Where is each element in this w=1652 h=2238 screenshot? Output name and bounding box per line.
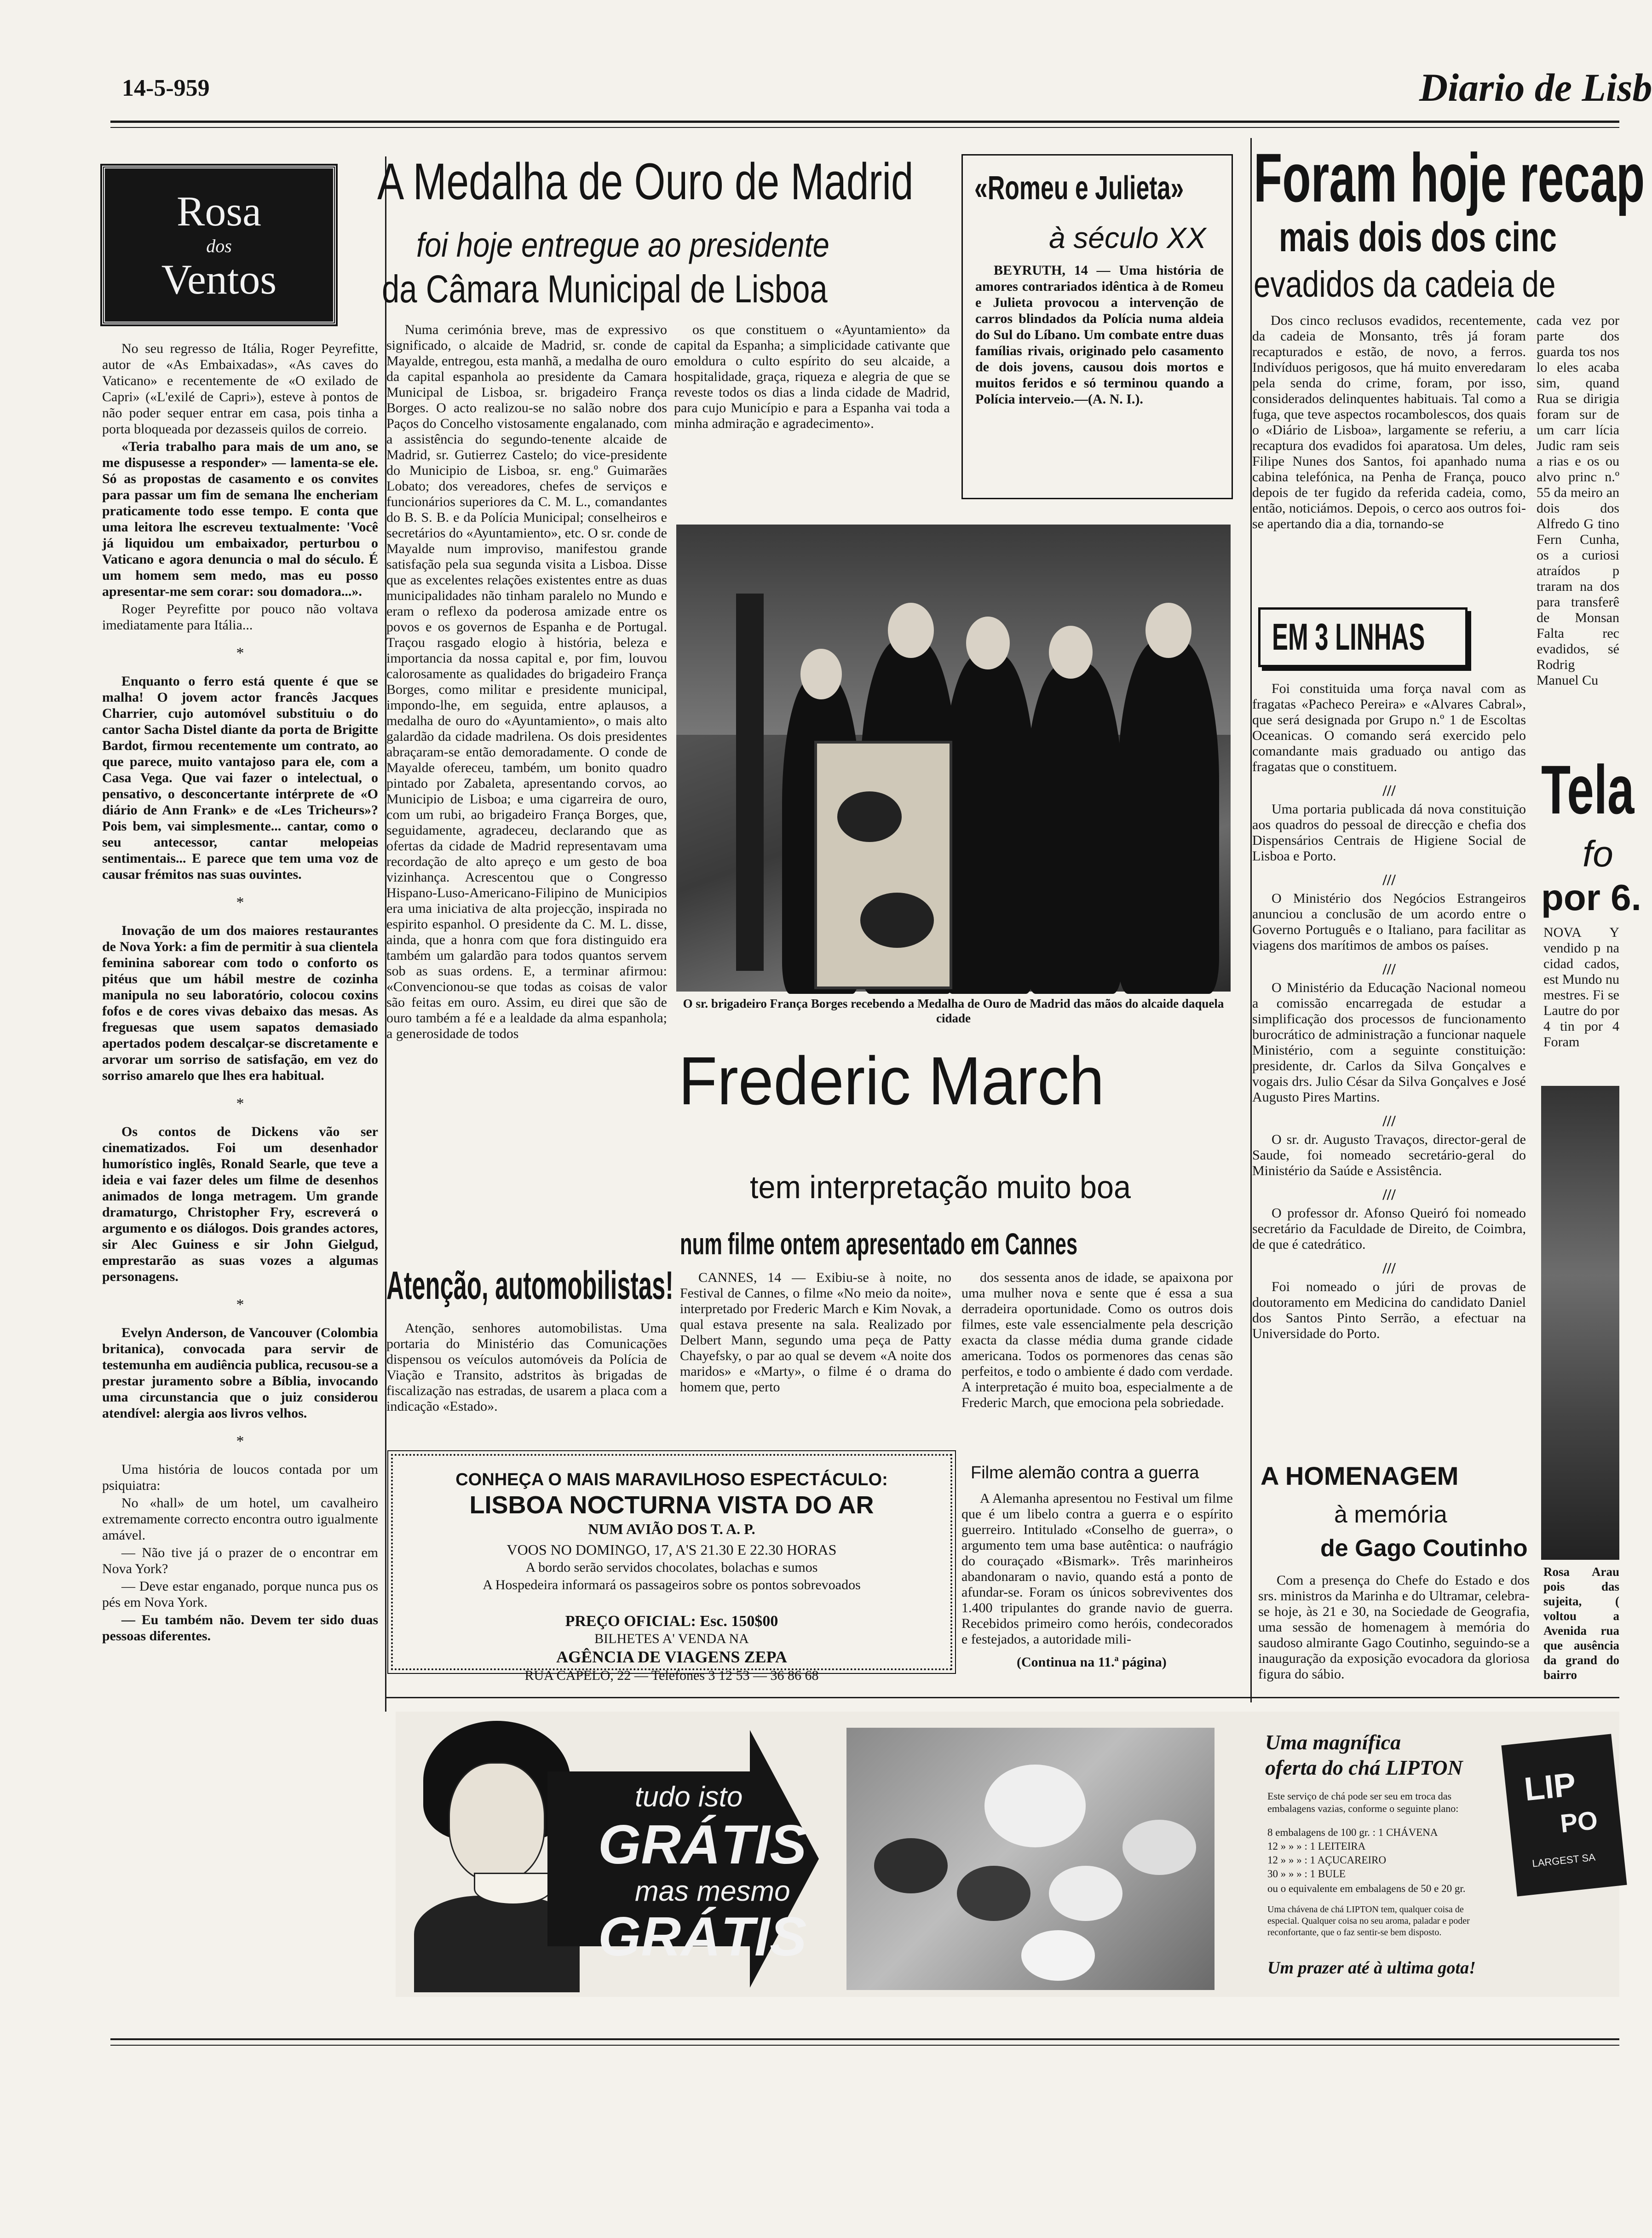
photo-head <box>888 603 934 658</box>
rosa-item: No seu regresso de Itália, Roger Peyrefitte, autor de «As Embaixadas», «As caves do Vaticano» e recentemente de «O exilado de Capri» («L'exilé de Capri»), esteve à pontos de não poder sequer entrar em casa, pois tinha a porta bloqueada por dezasseis quilos de correio. <box>102 341 378 437</box>
ad-top-rule <box>386 1697 1619 1698</box>
rosa-dos-ventos-box <box>102 166 336 324</box>
rosa-separator: * <box>236 1095 244 1112</box>
rosa-item: Evelyn Anderson, de Vancouver (Colombia britanica), convocada para servir de testemunha em audiência publica, recusou-se a prestar juramento sobre a Bíblia, invocando uma circunstancia que o juiz considerou atendível: alergia aos livros velhos. <box>102 1325 378 1421</box>
lipton-offer-row: 12 » » » : 1 AÇUCAREIRO <box>1267 1854 1387 1866</box>
ad-voo-line3: NUM AVIÃO DOS T. A. P. <box>588 1521 755 1537</box>
ad-voo-line4: VOOS NO DOMINGO, 17, A'S 21.30 E 22.30 HORAS <box>507 1541 837 1558</box>
romeu-deck: à século XX <box>1049 221 1206 254</box>
ad-voo-line2: LISBOA NOCTURNA VISTA DO AR <box>469 1491 874 1519</box>
rosa-item: Uma história de loucos contada por um psiquiatra: <box>102 1462 378 1493</box>
lipton-slogan: Um prazer até à ultima gota! <box>1267 1958 1476 1978</box>
cup-icon <box>874 1838 948 1893</box>
rosa-item: Inovação de um dos maiores restaurantes de Nova York: a fim de permitir à sua clientela feminina saborear com todo o conforto os pitéus que um hábil mestre de cozinha manipula no seu laboratório, colocou coxins fofos e de cores vivas debaixo das mesas. As freguesas que usem sapatos demasiado apertados podem descalçar-se discretamente e arvorar um sorriso de satisfação, em vez do sorriso amarelo que lhes era habitual. <box>102 923 378 1083</box>
lipton-note: Uma chávena de chá LIPTON tem, qualquer coisa de especial. Qualquer coisa no seu aroma, paladar e poder reconfortante, que o faz sentir-se bem disposto. <box>1267 1904 1470 1938</box>
rosa-item: Os contos de Dickens vão ser cinematizados. Foi um desenhador humorístico inglês, Ronald Searle, que teve a ideia e vai fazer deles um filme de desenhos animados de longa metragem. Um grande dramaturgo, Christopher Fry, escreverá o argumento e os diálogos. Dois grandes actores, sir Alec Guiness e sir John Gielgud, emprestarão as suas vozes a algumas personagens. <box>102 1124 378 1284</box>
masthead-rule-top <box>110 121 1619 123</box>
brief-separator: /// <box>1382 1113 1396 1130</box>
homenagem-deck-2: de Gago Coutinho <box>1320 1535 1528 1562</box>
rosa-item: No «hall» de um hotel, um cavalheiro extremamente correcto encontra outro igualmente amável. <box>102 1495 378 1543</box>
brief-item: Uma portaria publicada dá nova constituição aos quadros do pessoal de direcção e chefia dos Dispensários Centrais de Higiene Social de Lisboa e Porto. <box>1252 802 1526 864</box>
brief-separator: /// <box>1382 961 1396 978</box>
march-col-1: CANNES, 14 — Exibiu-se à noite, no Festival de Cannes, o filme «No meio da noite», interpretado por Frederic March e Kim Novak, a qual estava presente na sala. Realizado por Delbert Mann, segundo uma peça de Patty Chayefsky, o par ao qual se devem «A noite dos maridos» e «Marty», o filme é o drama do homem que, perto <box>680 1270 951 1395</box>
madrid-deck-2: da Câmara Municipal de Lisboa <box>382 267 828 311</box>
romeu-headline: «Romeu e Julieta» <box>974 170 1184 207</box>
rosa-column <box>102 340 378 1758</box>
photo-figure <box>1026 663 1122 994</box>
rosa-title-3: Ventos <box>161 256 277 303</box>
tela-headline: Tela <box>1541 751 1635 828</box>
rosa-item: — Deve estar enganado, porque nunca pus os pés em Nova York. <box>102 1579 378 1610</box>
photo-head <box>1049 626 1093 679</box>
photo-head <box>800 649 842 699</box>
tela-body: NOVA Y vendido p na cidad cados, est Mundo nu mestres. Fi se Lautre do por 4 tin por 4 Foram <box>1543 925 1619 1050</box>
tela-deck-2: por 6. <box>1541 877 1641 918</box>
rosa-separator: * <box>236 1296 244 1313</box>
cup-icon <box>957 1866 1030 1921</box>
ad-voo-agency: AGÊNCIA DE VIAGENS ZEPA <box>556 1648 787 1666</box>
brief-item: Foi constituida uma força naval com as fragatas «Pacheco Pereira» e «Alvares Cabral», que será designada por Grupo n.º 1 de Escoltas Oceanicas. O comando será exercido pelo comandante mais graduado ou antigo das fragatas que o constituem. <box>1252 681 1526 774</box>
madrid-col-2: os que constituem o «Ayuntamiento» da capital da Espanha; a simplicidade cativante que emoldura o culto espírito do seu alcaide, a hospitalidade, graça, riqueza e alegria de que se reveste todos os dias a linda cidade de Madrid, para cujo Município e para a Espanha vai toda a minha admiração e agradecimento». <box>674 322 950 431</box>
march-col-2: dos sessenta anos de idade, se apaixona por uma mulher nova e sente que é essa a sua derradeira oportunidade. Como os outros dois filmes, este vale essencialmente pela descrição exacta da classe média duma grande cidade americana. Todos os pormenores das cenas são perfeitos, e todo o ambiente é dado com verdade. A interpretação é muito boa, especialmente a de Frederic March, que emociona pela sobriedade. <box>961 1270 1233 1410</box>
madrid-headline: A Medalha de Ouro de Madrid <box>377 153 914 210</box>
madrid-col-1: Numa cerimónia breve, mas de expressivo significado, o alcaide de Madrid, sr. conde de Mayalde, entregou, esta manhã, a medalha de ouro da capital espanhola ao presidente da Camara Municipal de Lisboa, sr. brigadeiro França Borges. O acto realizou-se no salão nobre dos Paços do Concelho vistosamente engalanado, com a assistência do segundo-tenente alcaide de Madrid, sr. Gutierrez Castelo; do vice-presidente do Municipio de Lisboa, sr. eng.º Guimarães Lobato; dos vereadores, chefes de serviços e funcionários superiores da C. M. L., comandantes do B. S. B. e da Polícia Municipal; conselheiros e secretários do «Ayuntamiento», etc. O sr. conde de Mayalde num improviso, manifestou grande satisfação pela sua segunda visita a Lisboa. Disse que as excelentes relações existentes entre as duas municipalidades não tinham paralelo no Mundo e eram o reflexo da poderosa amizade entre os povos e os governos de Espanha e de Portugal. Traçou rasgado elogio à história, beleza e importancia da nossa capital e, por fim, louvou calorosamente as qualidades do brigadeiro França Borges, como militar e presidente municipal, impondo-lhe, em seguida, entre aplausos, a medalha de ouro do «Ayuntamiento», o mais alto galardão da cidade madrilena. Os dois presidentes abraçaram-se então demoradamente. O conde de Mayalde ofereceu, também, um bonito quadro pintado por Zabaleta, apresentando corvos, ao Municipio de Lisboa; e uma cigarreira de ouro, com um rubi, ao brigadeiro França Borges, que, seguidamente, agradeceu, declarando que as ofertas da cidade de Madrid representavam uma recordação de alto apreço e um gesto de boa vizinhança. Acrescentou que o Congresso Hispano-Luso-Americano-Filipino de Municipios era uma iniciativa de alta projecção, inspirada no espirito espanhol. O presidente da C. M. L. disse, ainda, que a honra com que fora distinguido era também um galardão para todos quantos servem sob as suas ordens. E, a terminar afirmou: «Convencionou-se que todas as coisas de valor são feitas em ouro. Assim, eu direi que são de ouro também a fé e a lealdade da alma espanhola; a generosidade de todos <box>386 322 667 1041</box>
ad-voo-address: RUA CAPELO, 22 — Telefones 3 12 53 — 36 86 68 <box>524 1668 819 1683</box>
medal-ceremony-photo <box>676 525 1231 992</box>
brief-item: O professor dr. Afonso Queiró foi nomeado secretário da Faculdade de Direito, de Coimbra, de que é catedrático. <box>1252 1206 1526 1252</box>
lipton-intro: Este serviço de chá pode ser seu em troca das embalagens vazias, conforme o seguinte plano: <box>1267 1790 1459 1814</box>
march-deck-2: num filme ontem apresentado em Cannes <box>680 1227 1078 1261</box>
lipton-offer-row: ou o equivalente em embalagens de 50 e 20 gr. <box>1267 1883 1466 1894</box>
lipton-tag-3: mas mesmo <box>635 1875 790 1907</box>
cup-icon <box>1021 1930 1095 1981</box>
woman-face <box>449 1762 545 1882</box>
rosa-item: — Eu também não. Devem ter sido duas pessoas diferentes. <box>102 1612 378 1644</box>
atencao-body: Atenção, senhores automobilistas. Uma portaria do Ministério das Comunicações dispensou os veículos automóveis da Polícia de Viação e Transito, adstritos às brigadas de fiscalização nas estradas, de usarem a placa com a indicação «Estado». <box>386 1321 667 1414</box>
tea-package <box>1501 1734 1627 1896</box>
romeu-body: BEYRUTH, 14 — Uma história de amores contrariados idêntica à de Romeu e Julieta provocou a intervenção de carros blindados da Polícia numa aldeia do Sul do Líbano. Um combate entre duas famílias rivais, originado pelo casamento de dois jovens, causou dois mortos e muitos feridos e só terminou quando a Polícia interveio.—(A. N. I.). <box>975 263 1224 407</box>
tea-set-photo <box>846 1728 1215 1990</box>
brief-item: O sr. dr. Augusto Travaços, director-geral de Saude, foi nomeado secretário-geral do Ministério da Saúde e Assistência. <box>1252 1132 1526 1178</box>
homenagem-title: A HOMENAGEM <box>1261 1461 1459 1490</box>
lipton-offer-row: 8 embalagens de 100 gr. : 1 CHÁVENA <box>1267 1827 1438 1838</box>
photo-microphone <box>736 594 764 971</box>
brief-separator: /// <box>1382 1186 1396 1203</box>
evadidos-headline: Foram hoje recap <box>1254 139 1645 216</box>
ad-voo-line8: BILHETES A' VENDA NA <box>594 1631 749 1646</box>
evadidos-deck-1: mais dois dos cinc <box>1279 214 1557 260</box>
package-brand: LIP <box>1522 1766 1578 1808</box>
homenagem-body: Com a presença do Chefe do Estado e dos srs. ministros da Marinha e do Ultramar, celebra-se hoje, às 21 e 30, na Sociedade de Geografia, uma sessão de homenagem à memória do saudoso almirante Gago Coutinho, seguindo-se a inauguração da exposição evocadora da gloriosa figura do sábio. <box>1258 1573 1530 1682</box>
march-subhead: Filme alemão contra a guerra <box>971 1463 1199 1482</box>
rosa-item: — Não tive já o prazer de o encontrar em Nova York? <box>102 1545 378 1576</box>
lipton-ad <box>396 1712 1619 1997</box>
tela-photo <box>1541 1086 1619 1560</box>
rosa-item: Enquanto o ferro está quente é que se malha! O jovem actor francês Jacques Charrier, cujo automóvel substituiu o do cantor Sacha Distel diante da porta de Brigitte Bardot, firmou recentemente um contrato, ao que parece, muito vantajoso para ele, com a Casa Vega. Que vai fazer o intelectual, o pensativo, o desconcertante intérprete de «O diário de Ann Frank» e de «Les Tricheurs»? Pois bem, vai simplesmente... cantar, como o seu antecessor, cantar melopeias sentimentais... E parece que tem uma voz de causar frémitos nas suas ouvintes. <box>102 674 378 882</box>
tela-caption: Rosa Arau pois das sujeita, ( voltou a Avenida rua que ausência da grand do bairro <box>1543 1565 1619 1682</box>
madrid-deck-1: foi hoje entregue ao presidente <box>416 226 829 264</box>
brief-separator: /// <box>1382 1260 1396 1277</box>
ad-voo-line6: A Hospedeira informará os passageiros sobre os pontos sobrevoados <box>483 1577 861 1592</box>
rosa-separator: * <box>236 645 244 662</box>
march-headline: Frederic March <box>679 1043 1105 1119</box>
issue-date: 14-5-959 <box>122 75 210 101</box>
rosa-separator: * <box>236 894 244 911</box>
package-tagline: LARGEST SA <box>1531 1851 1596 1869</box>
em-3-linhas-list <box>1252 681 1526 1445</box>
package-sub: PO <box>1559 1805 1599 1838</box>
footer-rule-bottom <box>110 2045 1619 2046</box>
brief-item: Foi nomeado o júri de provas de doutoramento em Medicina do candidato Daniel dos Santos Pinto Serrão, a efectuar na Universidade do Porto. <box>1252 1279 1526 1341</box>
rosa-title-1: Rosa <box>177 188 261 235</box>
march-col-3: A Alemanha apresentou no Festival um filme que é um libelo contra a guerra e o espírito guerreiro. Intitulado «Conselho de guerra», o argumento tem uma base autêntica: o naufrágio do couraçado «Bismark». Três marinheiros abandonaram o navio, quando está a ponto de afundar-se. Foram os únicos sobreviventes dos 1.400 tripulantes do grande navio de guerra. Recebidos primeiro como heróis, condecorados e festejados, a autoridade mili- <box>961 1491 1233 1647</box>
lipton-tag-2: GRÁTIS <box>598 1814 807 1875</box>
photo-head <box>1145 603 1192 658</box>
lipton-tag-1: tudo isto <box>635 1781 743 1813</box>
photo-figure <box>943 653 1035 994</box>
column-rule <box>1250 138 1252 1702</box>
march-deck-1: tem interpretação muito boa <box>750 1169 1131 1205</box>
teapot-icon <box>984 1765 1086 1847</box>
footer-rule-top <box>110 2038 1619 2040</box>
rosa-title-2: dos <box>206 236 232 256</box>
brief-separator: /// <box>1382 782 1396 799</box>
lipton-title-1: Uma magnífica <box>1265 1730 1401 1754</box>
rosa-item: Roger Peyrefitte por pouco não voltava imediatamente para Itália... <box>102 601 378 633</box>
ad-voo-price: PREÇO OFICIAL: Esc. 150$00 <box>565 1613 778 1630</box>
cup-icon <box>1122 1820 1196 1875</box>
masthead-title: Diario de Lisb <box>1419 65 1652 110</box>
photo-head <box>966 617 1010 669</box>
photo-painting <box>814 741 952 989</box>
evadidos-col-1: Dos cinco reclusos evadidos, recentemente, da cadeia de Monsanto, três já foram recapturados e estão, de novo, a ferros. Indivíduos perigosos, que há muito enveredaram pela senda do crime, foram, por isso, considerados delinquentes habituais. Tal como a fuga, que teve aspectos rocambolescos, dos quais o «Diário de Lisboa», largamente se referiu, a recaptura dos evadidos foi aparatosa. Um deles, Filipe Nunes dos Santos, foi apanhado numa cabina telefónica, na Penha de França, pouco depois de ter fugido da referida cadeia, como, então, noticiámos. Depois, o cerco aos outros foi-se apertando dia a dia, tornando-se <box>1252 313 1526 531</box>
masthead-rule-bottom <box>110 127 1619 128</box>
photo-crow <box>837 791 902 842</box>
brief-item: O Ministério dos Negócios Estrangeiros anunciou a conclusão de um acordo entre o Governo Português e o Italiano, para facilitar as viagens dos marítimos de ambos os países. <box>1252 891 1526 953</box>
evadidos-col-2: cada vez por parte dos guarda tos nos lo eles acaba sim, quand Rua se dirigia foram sur de um carr lícia Judic ram seis a rias e os ou alvo princ n.º 55 da meiro an dois dos Alfredo G tino Fern Cunha, os a curiosi atraídos p traram na dos para transferê de Monsan Falta rec evadidos, sé Rodrig Manuel Cu <box>1537 313 1619 688</box>
cup-icon <box>1049 1866 1122 1921</box>
brief-item: O Ministério da Educação Nacional nomeou a comissão encarregada de estudar a simplificação dos processos de funcionamento burocrático de administração a funcionar naquele Ministério, com a seguinte constituição: presidente, dr. Carlos da Silva Gonçalves e vogais drs. Julio César da Silva Gonçalves e José Augusto Pires Martins. <box>1252 980 1526 1105</box>
homenagem-deck-1: à memória <box>1334 1501 1447 1528</box>
lipton-title-2: oferta do chá LIPTON <box>1265 1756 1463 1779</box>
photo-crow <box>860 893 934 948</box>
tela-deck-1: fo <box>1583 833 1613 874</box>
photo-caption: O sr. brigadeiro França Borges recebendo a Medalha de Ouro de Madrid das mãos do alcaide daquela cidade <box>683 997 1224 1025</box>
teacup-icon <box>474 1873 552 1905</box>
evadidos-deck-2: evadidos da cadeia de <box>1254 264 1556 305</box>
lipton-offer-row: 12 » » » : 1 LEITEIRA <box>1267 1840 1366 1852</box>
photo-figure <box>1118 640 1219 994</box>
atencao-headline: Atenção, automobilistas! <box>386 1263 673 1308</box>
rosa-separator: * <box>236 1433 244 1450</box>
continua-note: (Continua na 11.ª página) <box>1017 1655 1167 1670</box>
ad-voo-line5: A bordo serão servidos chocolates, bolachas e sumos <box>525 1560 818 1575</box>
em-3-linhas-title: EM 3 LINHAS <box>1272 616 1425 658</box>
rosa-item: «Teria trabalho para mais de um ano, se me dispusesse a responder» — lamenta-se ele. Só as propostas de casamento e os convites para passar um fim de semana lhe encheriam praticamente todo esse tempo. E conta que uma leitora lhe escreveu textualmente: 'Você já liquidou um embaixador, perturbou o Vaticano e agora denuncia o mal do século. É um homem sem medo, mas eu posso apresentar-me sem corar: sou domadora...». <box>102 439 378 599</box>
lipton-offer-row: 30 » » » : 1 BULE <box>1267 1868 1346 1880</box>
brief-separator: /// <box>1382 871 1396 888</box>
ad-voo-line1: CONHEÇA O MAIS MARAVILHOSO ESPECTÁCULO: <box>455 1470 888 1489</box>
lipton-tag-4: GRÁTIS <box>598 1906 807 1967</box>
